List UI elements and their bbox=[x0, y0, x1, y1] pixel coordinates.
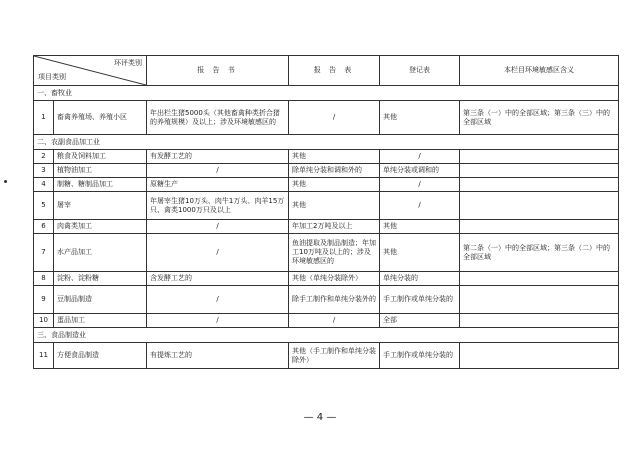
report-form-cell: 其他 bbox=[289, 150, 380, 164]
row-number: 5 bbox=[34, 192, 54, 220]
report-form-cell: 除手工制作和单纯分装外的 bbox=[289, 286, 380, 314]
sensitive-area-cell bbox=[460, 164, 619, 178]
registration-cell: 其他 bbox=[380, 101, 460, 135]
report-form-cell: / bbox=[289, 101, 380, 135]
table-row bbox=[34, 178, 619, 192]
table-row bbox=[34, 220, 619, 234]
table-row bbox=[34, 314, 619, 328]
registration-cell: 其他 bbox=[380, 234, 460, 272]
table-header-row bbox=[34, 56, 619, 86]
registration-cell: 单纯分装或调和的 bbox=[380, 164, 460, 178]
registration-cell: / bbox=[380, 150, 460, 164]
sensitive-area-cell bbox=[460, 314, 619, 328]
report-form-cell: 其他（手工制作和单纯分装除外） bbox=[289, 343, 380, 369]
row-number: 10 bbox=[34, 314, 54, 328]
row-number: 7 bbox=[34, 234, 54, 272]
header-project-category: 项目类别 bbox=[38, 73, 66, 81]
table-row bbox=[34, 101, 619, 135]
eia-classification-table bbox=[33, 55, 619, 369]
section-title: 二、农副食品加工业 bbox=[34, 135, 619, 150]
table-row bbox=[34, 272, 619, 286]
sensitive-area-cell bbox=[460, 286, 619, 314]
report-form-cell: 除单纯分装和调和外的 bbox=[289, 164, 380, 178]
section-row bbox=[34, 328, 619, 343]
registration-cell: 全部 bbox=[380, 314, 460, 328]
sensitive-area-cell bbox=[460, 192, 619, 220]
registration-cell: 手工制作或单纯分装的 bbox=[380, 343, 460, 369]
report-book-cell: 年出栏生猪5000头（其他畜禽种类折合猪的养殖规模）及以上；涉及环境敏感区的 bbox=[147, 101, 289, 135]
section-row bbox=[34, 86, 619, 101]
header-report-form: 报 告 表 bbox=[289, 56, 380, 86]
table-row bbox=[34, 234, 619, 272]
row-number: 9 bbox=[34, 286, 54, 314]
project-name: 水产品加工 bbox=[54, 234, 147, 272]
sensitive-area-cell: 第二条（一）中的全部区域；第三条（二）中的全部区域 bbox=[460, 234, 619, 272]
project-name: 蛋品加工 bbox=[54, 314, 147, 328]
report-book-cell: 原糖生产 bbox=[147, 178, 289, 192]
registration-cell: / bbox=[380, 192, 460, 220]
registration-cell: 其他 bbox=[380, 220, 460, 234]
table-row bbox=[34, 286, 619, 314]
row-number: 6 bbox=[34, 220, 54, 234]
report-form-cell: / bbox=[289, 314, 380, 328]
section-row bbox=[34, 135, 619, 150]
project-name: 方便食品制造 bbox=[54, 343, 147, 369]
sensitive-area-cell bbox=[460, 220, 619, 234]
header-report-book: 报 告 书 bbox=[147, 56, 289, 86]
project-name: 淀粉、淀粉糖 bbox=[54, 272, 147, 286]
report-book-cell: 年屠宰生猪10万头、肉牛1万头、肉羊15万只、禽类1000万只及以上 bbox=[147, 192, 289, 220]
report-form-cell: 其他（单纯分装除外） bbox=[289, 272, 380, 286]
header-eia-category: 环评类别 bbox=[114, 59, 142, 67]
row-number: 4 bbox=[34, 178, 54, 192]
row-number: 8 bbox=[34, 272, 54, 286]
report-book-cell: / bbox=[147, 164, 289, 178]
sensitive-area-cell bbox=[460, 150, 619, 164]
report-form-cell: 鱼油提取及制品制造；年加工10万吨及以上的；涉及环境敏感区的 bbox=[289, 234, 380, 272]
report-book-cell: / bbox=[147, 314, 289, 328]
sensitive-area-cell bbox=[460, 178, 619, 192]
report-form-cell: 年加工2万吨及以上 bbox=[289, 220, 380, 234]
project-name: 屠宰 bbox=[54, 192, 147, 220]
row-number: 3 bbox=[34, 164, 54, 178]
report-book-cell: 含发酵工艺的 bbox=[147, 272, 289, 286]
page-number: — 4 — bbox=[303, 412, 337, 423]
project-name: 肉禽类加工 bbox=[54, 220, 147, 234]
registration-cell: 单纯分装的 bbox=[380, 272, 460, 286]
project-name: 植物油加工 bbox=[54, 164, 147, 178]
report-book-cell: / bbox=[147, 220, 289, 234]
diagonal-header-cell bbox=[34, 56, 147, 86]
sensitive-area-cell: 第三条（一）中的全部区域；第三条（三）中的全部区域 bbox=[460, 101, 619, 135]
report-book-cell: / bbox=[147, 286, 289, 314]
report-form-cell: 其他 bbox=[289, 178, 380, 192]
table-row bbox=[34, 164, 619, 178]
report-book-cell: / bbox=[147, 234, 289, 272]
row-number: 1 bbox=[34, 101, 54, 135]
table-row bbox=[34, 150, 619, 164]
table-row bbox=[34, 192, 619, 220]
registration-cell: / bbox=[380, 178, 460, 192]
header-registration: 登记表 bbox=[380, 56, 460, 86]
section-title: 一、畜牧业 bbox=[34, 86, 619, 101]
report-book-cell: 有提炼工艺的 bbox=[147, 343, 289, 369]
registration-cell: 手工制作或单纯分装的 bbox=[380, 286, 460, 314]
header-sensitive-area: 本栏目环境敏感区含义 bbox=[460, 56, 619, 86]
report-book-cell: 有发酵工艺的 bbox=[147, 150, 289, 164]
table-row bbox=[34, 343, 619, 369]
section-title: 三、食品制造业 bbox=[34, 328, 619, 343]
report-form-cell: 其他 bbox=[289, 192, 380, 220]
project-name: 制糖、糖制品加工 bbox=[54, 178, 147, 192]
row-number: 11 bbox=[34, 343, 54, 369]
project-name: 豆制品制造 bbox=[54, 286, 147, 314]
sensitive-area-cell bbox=[460, 343, 619, 369]
margin-dot bbox=[4, 180, 7, 183]
row-number: 2 bbox=[34, 150, 54, 164]
project-name: 粮食及饲料加工 bbox=[54, 150, 147, 164]
sensitive-area-cell bbox=[460, 272, 619, 286]
project-name: 畜禽养殖场、养殖小区 bbox=[54, 101, 147, 135]
